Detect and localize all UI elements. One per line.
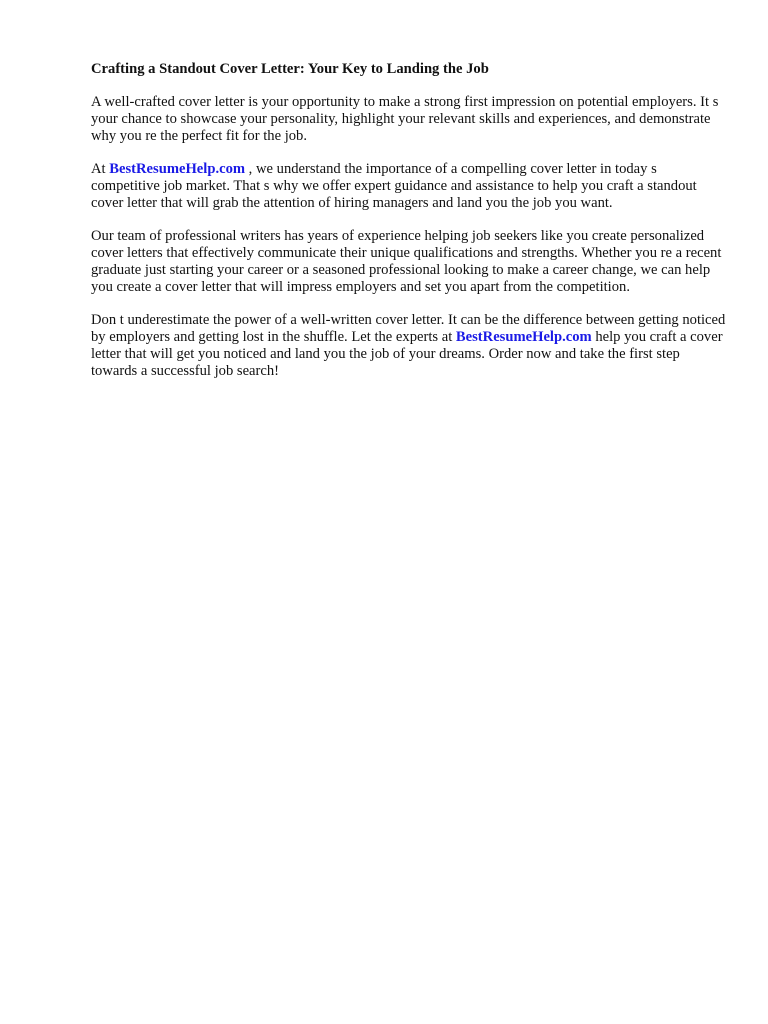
bestresumehelp-link-closing[interactable]: BestResumeHelp.com bbox=[455, 329, 592, 345]
document-title: Crafting a Standout Cover Letter: Your Key to Landing the Job bbox=[91, 61, 489, 77]
document-page bbox=[91, 61, 726, 396]
paragraph-team: Our team of professional writers has years of experience helping job seekers like you create personalized cover letters that effectively communicate their unique qualifications and strengths. Whether you re a recent graduate just starting your career or a seasoned professional looking to make a career change, we can help you create a cover letter that will impress employers and set you apart from the competition. bbox=[91, 228, 722, 295]
paragraph-about bbox=[91, 161, 726, 212]
paragraph-about-body: , we understand the importance of a compelling cover letter in today s competitive job market. That s why we offer expert guidance and assistance to help you craft a standout cover letter that will grab the attention of hiring managers and land you the job you want. bbox=[91, 161, 697, 211]
bestresumehelp-link[interactable]: BestResumeHelp.com bbox=[109, 161, 246, 177]
paragraph-about-lead: At bbox=[91, 161, 110, 177]
paragraph-closing-lead: Don t underestimate the power of a well-written cover letter. It can be the difference between getting noticed by employers and getting lost in the shuffle. Let the experts at bbox=[91, 312, 726, 345]
paragraph-closing-body: help you craft a cover letter that will get you noticed and land you the job of your dreams. Order now and take the first step towards a successful job search! bbox=[91, 329, 723, 379]
paragraph-intro: A well-crafted cover letter is your opportunity to make a strong first impression on potential employers. It s your chance to showcase your personality, highlight your relevant skills and experiences, and demonstrate why you re the perfect fit for the job. bbox=[91, 94, 719, 144]
paragraph-closing bbox=[91, 312, 726, 380]
